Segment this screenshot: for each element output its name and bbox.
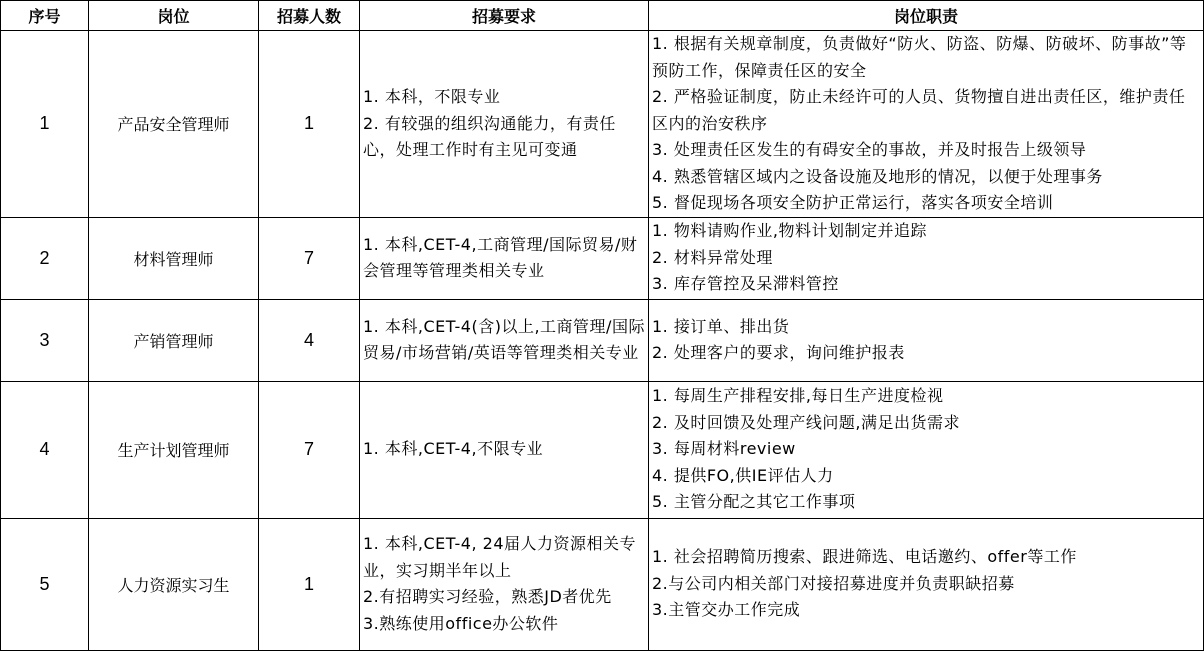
requirements-cell <box>360 31 649 218</box>
duty-item: 2.与公司内相关部门对接招募进度并负责职缺招募 <box>652 573 1015 593</box>
duties-cell <box>649 31 1204 218</box>
duty-item: 4. 熟悉管辖区域内之设备设施及地形的情况，以便于处理事务 <box>652 166 1103 186</box>
duty-item: 1. 社会招聘简历搜索、跟进筛选、电话邀约、offer等工作 <box>652 547 1077 567</box>
requirement-item: 1. 本科,CET-4,工商管理/国际贸易/财会管理等管理类相关专业 <box>363 234 638 280</box>
requirements-cell <box>360 518 649 650</box>
row-number: 1 <box>1 31 89 218</box>
duty-item: 3. 每周材料review <box>652 439 796 459</box>
requirement-item: 3.熟练使用office办公软件 <box>363 613 559 633</box>
row-number: 3 <box>1 299 89 381</box>
recruit-count: 4 <box>259 299 360 381</box>
header-count: 招募人数 <box>259 1 360 31</box>
header-no: 序号 <box>1 1 89 31</box>
duties-cell <box>649 217 1204 299</box>
recruit-count: 7 <box>259 217 360 299</box>
row-number: 5 <box>1 518 89 650</box>
duty-item: 2. 材料异常处理 <box>652 247 773 267</box>
duty-item: 2. 处理客户的要求，询问维护报表 <box>652 343 905 362</box>
duty-item: 1. 接订单、排出货 <box>652 316 790 336</box>
requirements-cell <box>360 217 649 299</box>
recruit-count: 7 <box>259 381 360 518</box>
table-row <box>1 217 1204 299</box>
duty-item: 4. 提供FO,供IE评估人力 <box>652 465 834 485</box>
duty-item: 3. 库存管控及呆滞料管控 <box>652 274 839 294</box>
requirements-cell <box>360 381 649 518</box>
table-row <box>1 518 1204 650</box>
recruit-count: 1 <box>259 518 360 650</box>
requirement-item: 1. 本科,CET-4, 24届人力资源相关专业，实习期半年以上 <box>363 534 637 580</box>
duty-item: 1. 每周生产排程安排,每日生产进度检视 <box>652 386 944 406</box>
duty-item: 3.主管交办工作完成 <box>652 600 801 620</box>
duty-item: 2. 及时回馈及处理产线问题,满足出货需求 <box>652 412 960 432</box>
table-row <box>1 31 1204 218</box>
position-name: 产销管理师 <box>89 299 259 381</box>
duty-item: 5. 主管分配之其它工作事项 <box>652 492 856 512</box>
requirement-item: 1. 本科,CET-4(含)以上,工商管理/国际贸易/市场营销/英语等管理类相关专业 <box>363 316 645 362</box>
requirement-item: 1. 本科，不限专业 <box>363 87 501 106</box>
header-requirements: 招募要求 <box>360 1 649 31</box>
duty-item: 2. 严格验证制度，防止未经许可的人员、货物擅自进出责任区，维护责任区内的治安秩序 <box>652 87 1186 133</box>
table-row <box>1 381 1204 518</box>
duty-item: 5. 督促现场各项安全防护正常运行，落实各项安全培训 <box>652 193 1054 212</box>
header-duties: 岗位职责 <box>649 1 1204 31</box>
recruit-count: 1 <box>259 31 360 218</box>
duty-item: 1. 根据有关规章制度，负责做好“防火、防盗、防爆、防破坏、防事故”等预防工作，保障责任区的安全 <box>652 34 1187 80</box>
position-name: 材料管理师 <box>89 217 259 299</box>
position-name: 人力资源实习生 <box>89 518 259 650</box>
duties-cell <box>649 518 1204 650</box>
header-position: 岗位 <box>89 1 259 31</box>
requirements-cell <box>360 299 649 381</box>
duties-cell <box>649 381 1204 518</box>
row-number: 2 <box>1 217 89 299</box>
duty-item: 1. 物料请购作业,物料计划制定并追踪 <box>652 221 927 241</box>
header-row <box>1 1 1204 31</box>
requirement-item: 2.有招聘实习经验，熟悉JD者优先 <box>363 587 612 606</box>
row-number: 4 <box>1 381 89 518</box>
requirement-item: 2. 有较强的组织沟通能力，有责任心，处理工作时有主见可变通 <box>363 113 616 159</box>
position-name: 生产计划管理师 <box>89 381 259 518</box>
duties-cell <box>649 299 1204 381</box>
duty-item: 3. 处理责任区发生的有碍安全的事故，并及时报告上级领导 <box>652 140 1087 159</box>
position-name: 产品安全管理师 <box>89 31 259 218</box>
table-row <box>1 299 1204 381</box>
requirement-item: 1. 本科,CET-4,不限专业 <box>363 439 544 459</box>
